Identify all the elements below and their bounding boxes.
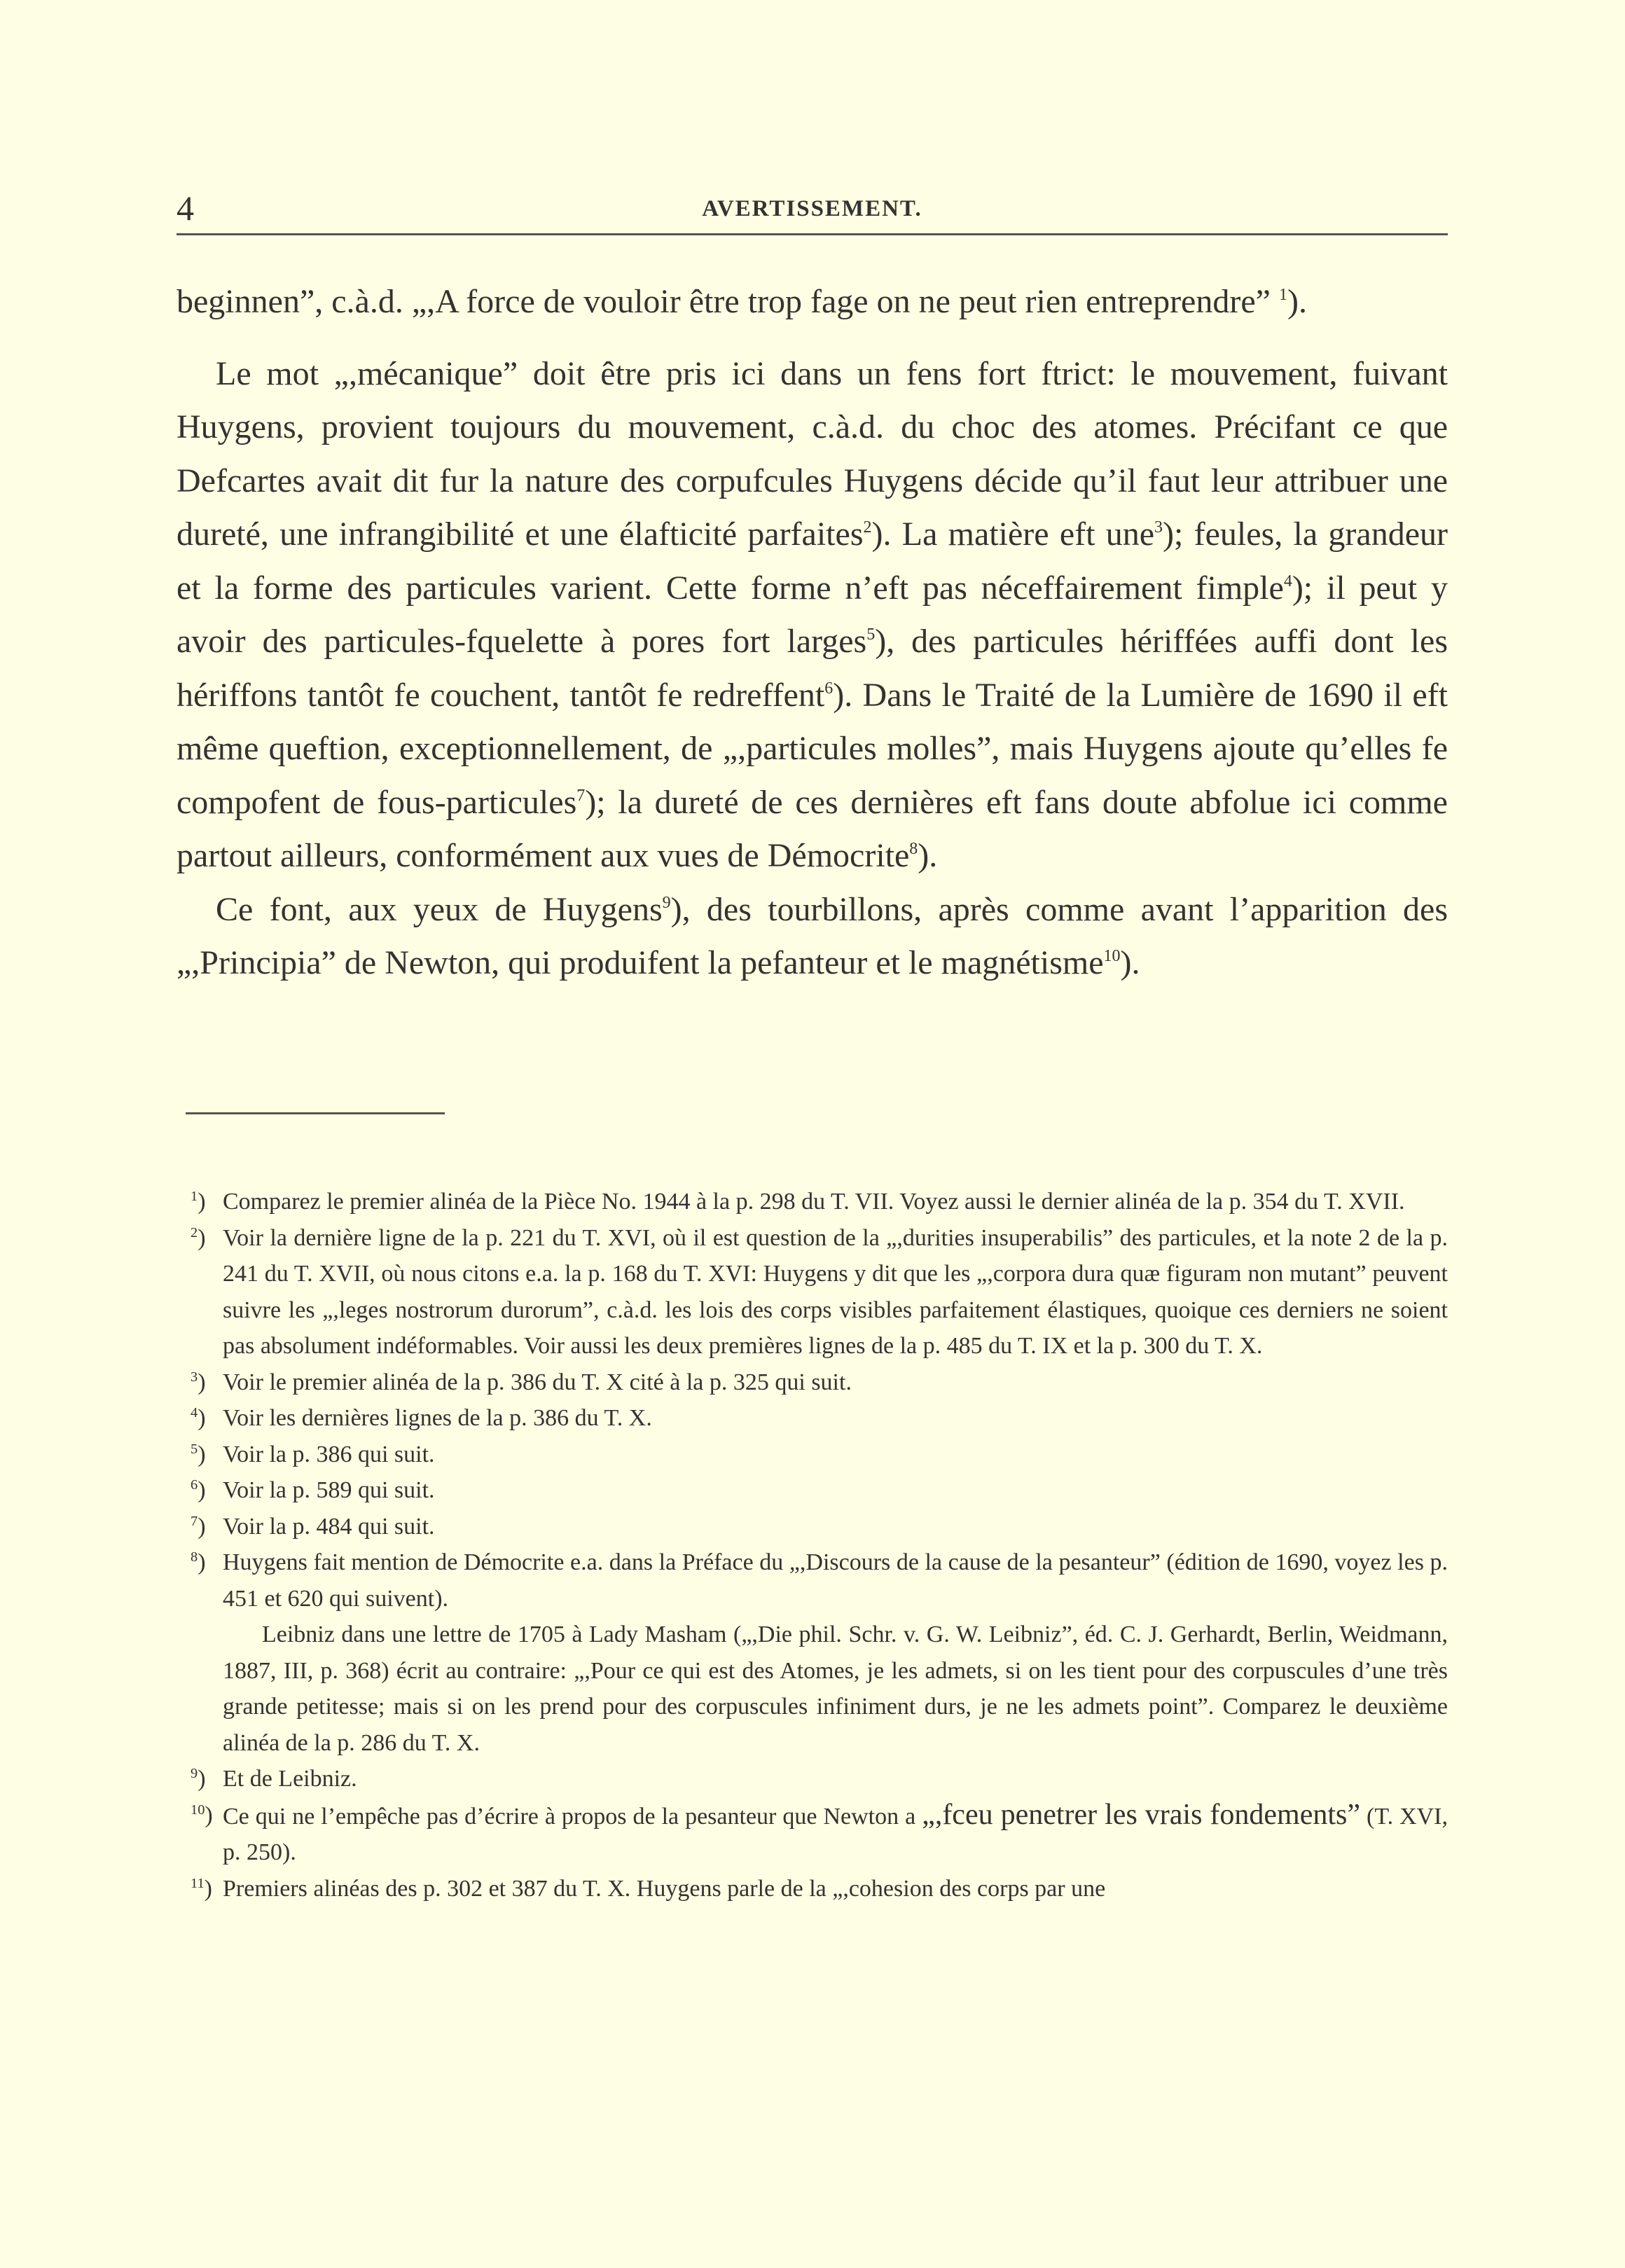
header-divider bbox=[177, 233, 1448, 235]
footnote-mark: $^2$) bbox=[191, 1224, 206, 1251]
footnote-continuation: Leibniz dans une lettre de 1705 à Lady Masham („,Die phil. Schr. v. G. W. Leibniz”, éd. C. J. Gerhardt, Berlin, Weidmann, 1887, III, p. 368) écrit au contraire: „,Pour ce qui est des Atomes, je les admets, si on les tient pour des corpuscules d’une très grande petitesse; mais si on les prend pour des corpuscules infiniment durs, je ne les admets point”. Comparez le deuxième alinéa de la p. 286 du T. X. bbox=[223, 1622, 1448, 1756]
footnote-ref-4[interactable]: 4 bbox=[1283, 572, 1292, 590]
paragraph-text: ). bbox=[918, 837, 938, 874]
footnote-1 bbox=[184, 1184, 1448, 1220]
footnote-number: 6 bbox=[191, 1477, 198, 1493]
footnote-text: Voir les dernières lignes de la p. 386 du T. X. bbox=[223, 1405, 652, 1431]
footnote-text: Premiers alinéas des p. 302 et 387 du T. X. Huygens parle de la „,cohesion des corps par une bbox=[223, 1875, 1106, 1902]
page-title: AVERTISSEMENT. bbox=[702, 196, 922, 221]
footnote-text-part: Ce qui ne l’empêche pas d’écrire à propos de la pesanteur que Newton a bbox=[223, 1803, 922, 1830]
paragraph-text: ). bbox=[1120, 944, 1140, 981]
footnote-number: 1 bbox=[191, 1188, 198, 1204]
paragraph-text: ); feules, la grandeur et la forme des particules varient. Cette forme n’eft pas néceffairement fimple bbox=[177, 516, 1448, 607]
main-text bbox=[177, 275, 1448, 990]
footnote-ref-9[interactable]: 9 bbox=[662, 893, 671, 912]
footnote-text bbox=[223, 1797, 1448, 1871]
footnote-text: Voir la p. 484 qui suit. bbox=[223, 1513, 435, 1540]
page-number: 4 bbox=[177, 188, 194, 228]
footnote-mark: $^{10}$) bbox=[191, 1802, 213, 1828]
paragraph-2 bbox=[177, 347, 1448, 883]
footnote-ref-7[interactable]: 7 bbox=[576, 786, 586, 805]
footnote-text-part: (T. XVI, p. 250). bbox=[223, 1803, 1448, 1865]
footnote-number: 11 bbox=[191, 1875, 205, 1891]
footnote-6 bbox=[184, 1472, 1448, 1509]
footnotes bbox=[184, 1184, 1448, 1907]
footnote-divider bbox=[186, 1112, 445, 1114]
footnote-ref-10[interactable]: 10 bbox=[1103, 947, 1121, 965]
footnote-number: 8 bbox=[191, 1549, 198, 1565]
footnote-mark: $^8$) bbox=[191, 1549, 206, 1575]
paragraph-text: beginnen”, c.à.d. „,A force de vouloir être trop fage on ne peut rien entreprendre” bbox=[177, 283, 1271, 320]
paragraph-3 bbox=[177, 883, 1448, 990]
footnote-mark: $^3$) bbox=[191, 1369, 206, 1395]
footnote-7 bbox=[184, 1509, 1448, 1545]
footnote-text: Huygens fait mention de Démocrite e.a. dans la Préface du „,Discours de la cause de la pesanteur” (édition de 1690, voyez les p. 451 et 620 qui suivent). bbox=[223, 1549, 1448, 1612]
footnote-number: 10 bbox=[191, 1802, 205, 1818]
footnote-mark: $^4$) bbox=[191, 1404, 206, 1431]
paragraph-text: ), des tourbillons, après comme avant l’apparition des „,Principia” de Newton, qui produifent la pefanteur et le magnétisme bbox=[177, 890, 1448, 981]
footnote-mark: $^1$) bbox=[191, 1188, 206, 1215]
footnote-5 bbox=[184, 1437, 1448, 1473]
paragraph-text: ); la dureté de ces dernières eft fans doute abfolue ici comme partout ailleurs, conformément aux vues de Démocrite bbox=[177, 783, 1448, 874]
paragraph-1 bbox=[177, 275, 1448, 329]
paragraph-text: Le mot „,mécanique” doit être pris ici dans un fens fort ftrict: le mouvement, fuivant Huygens, provient toujours du mouvement, c.à.d. du choc des atomes. Précifant ce que Defcartes avait dit fur la nature des corpufcules Huygens décide qu’il faut leur attribuer une dureté, une infrangibilité et une élafticité parfaites bbox=[177, 354, 1448, 553]
footnote-number: 7 bbox=[191, 1513, 198, 1529]
paragraph-text: ). La matière eft une bbox=[871, 516, 1155, 553]
footnote-mark: $^9$) bbox=[191, 1765, 206, 1792]
quotation: „,fceu penetrer les vrais fondements” bbox=[922, 1798, 1361, 1831]
footnote-mark: $^7$) bbox=[191, 1513, 206, 1540]
paragraph-text: Ce font, aux yeux de Huygens bbox=[216, 890, 663, 928]
footnote-number: 3 bbox=[191, 1369, 198, 1385]
footnote-ref-2[interactable]: 2 bbox=[863, 518, 872, 537]
footnote-ref-8[interactable]: 8 bbox=[909, 840, 918, 858]
footnote-text: Voir la dernière ligne de la p. 221 du T. XVI, où il est question de la „,durities insuperabilis” des particules, et la note 2 de la p. 241 du T. XVII, où nous citons e.a. la p. 168 du T. XVI: Huygens y dit que les „,corpora dura quæ figuram non mutant” peuvent suivre les „,leges nostrorum durorum”, c.à.d. les lois des corps visibles parfaitement élastiques, quoique ces derniers ne soient pas absolument indéformables. Voir aussi les deux premières lignes de la p. 485 du T. IX et la p. 300 du T. X. bbox=[223, 1224, 1448, 1359]
paragraph-text: ), des particules hériffées auffi dont les hériffons tantôt fe couchent, tantôt fe redreffent bbox=[177, 623, 1448, 714]
footnote-text: Voir la p. 386 qui suit. bbox=[223, 1441, 435, 1467]
footnote-10 bbox=[184, 1797, 1448, 1871]
footnote-text: Comparez le premier alinéa de la Pièce No. 1944 à la p. 298 du T. VII. Voyez aussi le dernier alinéa de la p. 354 du T. XVII. bbox=[223, 1189, 1405, 1215]
running-head bbox=[177, 184, 1448, 233]
footnote-ref-5[interactable]: 5 bbox=[866, 625, 876, 644]
footnote-mark: $^6$) bbox=[191, 1477, 206, 1503]
footnote-3 bbox=[184, 1364, 1448, 1401]
footnote-ref-1[interactable]: 1 bbox=[1278, 286, 1287, 304]
footnote-4 bbox=[184, 1400, 1448, 1437]
footnote-number: 2 bbox=[191, 1224, 198, 1240]
footnote-2 bbox=[184, 1220, 1448, 1364]
footnote-ref-3[interactable]: 3 bbox=[1154, 518, 1163, 537]
footnote-number: 4 bbox=[191, 1404, 198, 1420]
footnote-mark: $^{11}$) bbox=[191, 1875, 212, 1902]
paragraph-text: ). Dans le Traité de la Lumière de 1690 il eft même queftion, exceptionnellement, de „,particules molles”, mais Huygens ajoute qu’elles fe compofent de fous-particules bbox=[177, 676, 1448, 821]
footnote-8 bbox=[184, 1544, 1448, 1761]
paragraph-text: ); il peut y avoir des particules-fquelette à pores fort larges bbox=[177, 569, 1448, 660]
paragraph-text: ). bbox=[1287, 283, 1307, 320]
footnote-11 bbox=[184, 1871, 1448, 1907]
footnote-9 bbox=[184, 1761, 1448, 1797]
footnote-text: Voir le premier alinéa de la p. 386 du T. X cité à la p. 325 qui suit. bbox=[223, 1369, 852, 1395]
footnote-text: Voir la p. 589 qui suit. bbox=[223, 1477, 435, 1503]
footnote-number: 9 bbox=[191, 1765, 198, 1781]
footnote-text: Et de Leibniz. bbox=[223, 1766, 357, 1792]
footnote-number: 5 bbox=[191, 1441, 198, 1457]
footnote-ref-6[interactable]: 6 bbox=[824, 679, 834, 698]
footnote-mark: $^5$) bbox=[191, 1441, 206, 1467]
